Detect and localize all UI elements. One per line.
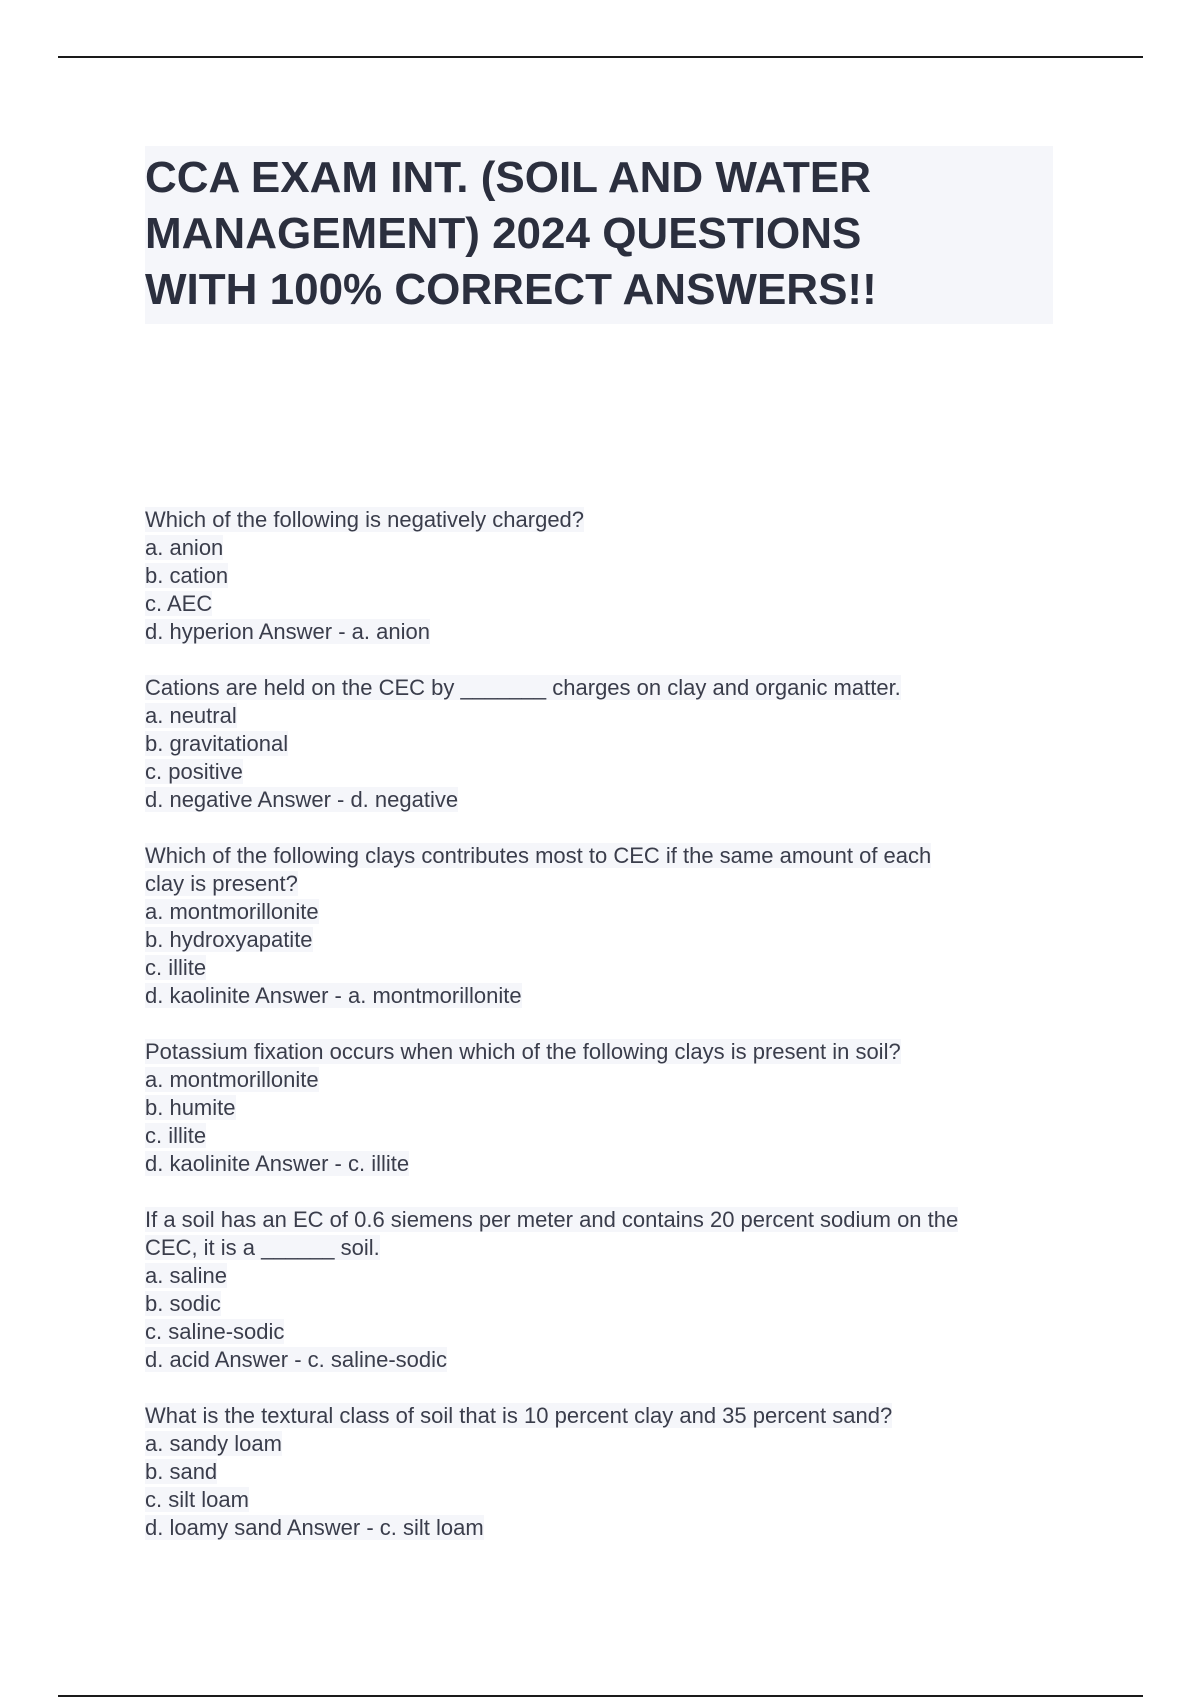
question-2 <box>145 674 1065 814</box>
question-4 <box>145 1038 1065 1178</box>
question-4-option-b: b. humite <box>145 1095 236 1120</box>
question-6-option-d-answer: d. loamy sand Answer - c. silt loam <box>145 1515 484 1540</box>
question-5-stem-line-2: CEC, it is a ______ soil. <box>145 1235 380 1260</box>
question-1 <box>145 506 1065 646</box>
question-2-option-a: a. neutral <box>145 703 237 728</box>
title-line-1: CCA EXAM INT. (SOIL AND WATER <box>145 153 871 202</box>
question-4-option-c: c. illite <box>145 1123 207 1148</box>
question-3-option-c: c. illite <box>145 955 207 980</box>
bottom-rule <box>58 1695 1143 1697</box>
question-6-option-c: c. silt loam <box>145 1487 249 1512</box>
question-1-option-d-answer: d. hyperion Answer - a. anion <box>145 619 430 644</box>
question-5 <box>145 1206 1065 1374</box>
title-block <box>145 146 1053 324</box>
question-5-option-d-answer: d. acid Answer - c. saline-sodic <box>145 1347 448 1372</box>
question-2-option-c: c. positive <box>145 759 243 784</box>
question-2-option-d-answer: d. negative Answer - d. negative <box>145 787 459 812</box>
question-2-option-b: b. gravitational <box>145 731 289 756</box>
question-3-option-a: a. montmorillonite <box>145 899 319 924</box>
title-line-2: MANAGEMENT) 2024 QUESTIONS <box>145 209 862 258</box>
top-rule <box>58 56 1143 58</box>
document-title <box>145 150 1053 318</box>
question-3-option-d-answer: d. kaolinite Answer - a. montmorillonite <box>145 983 522 1008</box>
question-3-stem-line-1: Which of the following clays contributes most to CEC if the same amount of each <box>145 843 932 868</box>
question-5-option-c: c. saline-sodic <box>145 1319 285 1344</box>
question-1-option-b: b. cation <box>145 563 229 588</box>
question-5-option-b: b. sodic <box>145 1291 221 1316</box>
question-2-stem: Cations are held on the CEC by _______ charges on clay and organic matter. <box>145 675 901 700</box>
question-5-stem-line-1: If a soil has an EC of 0.6 siemens per meter and contains 20 percent sodium on the <box>145 1207 959 1232</box>
question-1-stem: Which of the following is negatively charged? <box>145 507 585 532</box>
question-3-option-b: b. hydroxyapatite <box>145 927 313 952</box>
title-line-3: WITH 100% CORRECT ANSWERS!! <box>145 265 877 314</box>
question-6-stem: What is the textural class of soil that is 10 percent clay and 35 percent sand? <box>145 1403 893 1428</box>
question-4-stem: Potassium fixation occurs when which of the following clays is present in soil? <box>145 1039 901 1064</box>
question-6-option-a: a. sandy loam <box>145 1431 282 1456</box>
question-4-option-d-answer: d. kaolinite Answer - c. illite <box>145 1151 410 1176</box>
question-3-stem-line-2: clay is present? <box>145 871 298 896</box>
question-6-option-b: b. sand <box>145 1459 218 1484</box>
question-1-option-c: c. AEC <box>145 591 213 616</box>
question-5-option-a: a. saline <box>145 1263 227 1288</box>
question-list <box>145 506 1065 1570</box>
question-4-option-a: a. montmorillonite <box>145 1067 319 1092</box>
question-3 <box>145 842 1065 1010</box>
question-6 <box>145 1402 1065 1542</box>
question-1-option-a: a. anion <box>145 535 224 560</box>
